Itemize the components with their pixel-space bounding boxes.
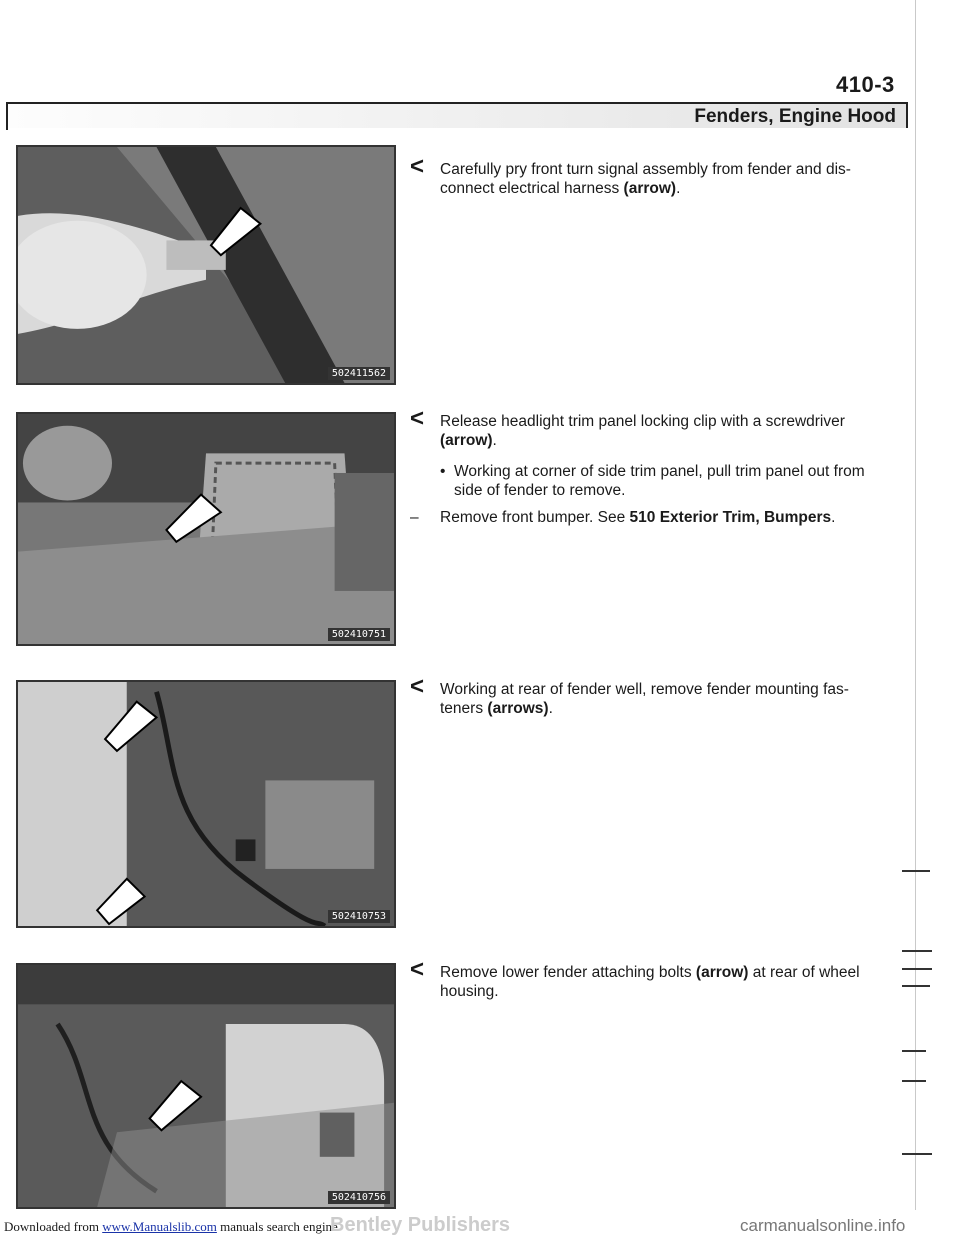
margin-tick xyxy=(902,870,930,872)
photo-headlight-trim xyxy=(16,412,396,646)
step-emphasis: (arrows) xyxy=(487,700,549,717)
step-suffix: . xyxy=(548,700,553,717)
step-suffix: . xyxy=(676,180,681,197)
margin-tick xyxy=(902,985,930,987)
step-text: Release headlight trim panel locking clip with a screwdriver xyxy=(440,413,845,430)
page-footer xyxy=(0,1214,960,1240)
photo-fender-well xyxy=(16,680,396,928)
left-arrow-icon: < xyxy=(410,405,425,432)
left-arrow-icon: < xyxy=(410,153,425,180)
wheel-housing-photo-image xyxy=(18,965,394,1207)
step-wheel-housing xyxy=(410,956,880,1001)
headlight-trim-photo-image xyxy=(18,414,394,644)
left-arrow-icon: < xyxy=(410,673,425,700)
section-header-bar xyxy=(8,102,908,128)
step-emphasis: (arrow) xyxy=(440,432,493,449)
step-emphasis: (arrow) xyxy=(695,964,749,981)
page-number: 410-3 xyxy=(836,72,895,97)
step-emphasis: (arrow) xyxy=(623,180,677,197)
margin-scan-marks xyxy=(900,0,960,1242)
photo-id: 502410751 xyxy=(328,628,390,641)
margin-tick xyxy=(902,1080,926,1082)
fender-well-photo-image xyxy=(18,682,394,926)
turn-signal-photo-image xyxy=(18,147,394,383)
margin-tick xyxy=(902,1050,926,1052)
download-prefix: Downloaded from xyxy=(4,1219,103,1234)
photo-id: 502410753 xyxy=(328,910,390,923)
step-text: Working at rear of fender well, remove fender mounting fas-teners xyxy=(440,681,849,717)
margin-tick xyxy=(902,968,932,970)
step-turn-signal xyxy=(410,153,880,198)
step-suffix: at rear of wheel housing. xyxy=(440,964,860,1000)
margin-tick xyxy=(902,950,932,952)
dash-item-bumper xyxy=(410,508,880,527)
photo-id: 502410756 xyxy=(328,1191,390,1204)
manualslib-link[interactable]: www.Manualslib.com xyxy=(102,1219,217,1234)
margin-tick xyxy=(902,1153,932,1155)
dash-suffix: . xyxy=(831,509,836,526)
section-title: Fenders, Engine Hood xyxy=(694,106,896,127)
dash-text: Remove front bumper. See xyxy=(440,509,630,526)
left-arrow-icon: < xyxy=(410,956,425,983)
step-suffix: . xyxy=(492,432,497,449)
photo-id: 502411562 xyxy=(328,367,390,380)
photo-turn-signal xyxy=(16,145,396,385)
site-watermark: carmanualsonline.info xyxy=(740,1216,906,1235)
download-suffix: manuals search engine xyxy=(216,1219,338,1234)
step-headlight-trim xyxy=(410,405,880,500)
cross-reference: 510 Exterior Trim, Bumpers xyxy=(629,509,832,526)
publisher-watermark: Bentley Publishers xyxy=(330,1214,511,1236)
step-text: Remove lower fender attaching bolts xyxy=(440,964,692,981)
download-notice xyxy=(4,1219,338,1235)
bullet-item: • Working at corner of side trim panel, pull trim panel out from side of fender to remove. xyxy=(410,462,880,500)
step-fender-well xyxy=(410,673,880,718)
margin-line xyxy=(915,0,916,1210)
step-text: Carefully pry front turn signal assembly from fender and dis-connect electrical harness xyxy=(440,161,851,197)
photo-wheel-housing xyxy=(16,963,396,1209)
